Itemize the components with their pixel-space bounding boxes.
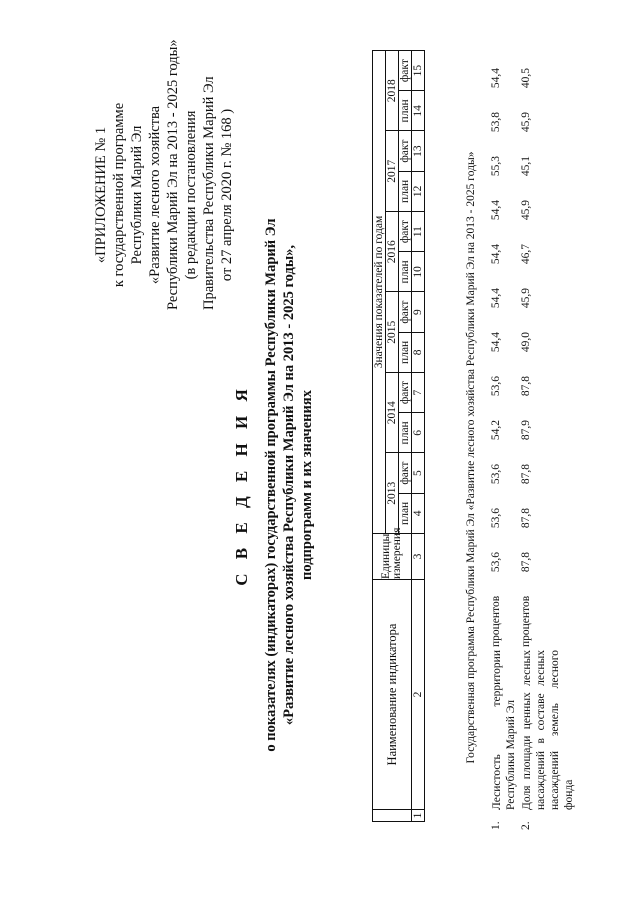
col-number: 14 [412,91,425,131]
title-line: подпрограмм и их значениях [299,390,315,580]
appendix-line: от 27 апреля 2020 г. № 168 ) [219,108,235,282]
col-number: 5 [412,453,425,493]
title-line: о показателях (индикаторах) государственной программы Республики Марий Эл [263,218,279,752]
col-number: 9 [412,292,425,332]
col-number: 15 [412,51,425,91]
plan-header: план [399,413,412,453]
col-name-header: Наименование индикатора [373,580,412,810]
fact-header: факт [399,292,412,332]
value-cell: 45,9 [520,111,532,133]
plan-header: план [399,493,412,533]
appendix-line: «ПРИЛОЖЕНИЕ № 1 [93,126,109,264]
plan-header: план [399,332,412,372]
fact-header: факт [399,51,412,91]
plan-header: план [399,252,412,292]
indicator-name: Доля площади ценных лесных насаждений в составе лесных насаждений земель лесного фонда [521,650,575,810]
col-number: 4 [412,493,425,533]
col-values-header: Значения показателей по годам [373,51,386,534]
fact-header: факт [399,373,412,413]
value-cell: 87,9 [520,419,532,441]
value-cell: 46,7 [520,243,532,265]
value-cell: 53,6 [490,551,502,573]
row-number: 1. [490,821,502,830]
row-number: 2. [520,821,532,830]
fact-header: факт [399,212,412,252]
col-number: 10 [412,252,425,292]
document-title [232,175,316,795]
value-cell: 53,8 [490,111,502,133]
value-cell: 49,0 [520,331,532,353]
plan-header: план [399,91,412,131]
value-cell: 45,9 [520,199,532,221]
plan-header: план [399,171,412,211]
value-cell: 53,6 [490,507,502,529]
indicators-table-header [372,50,425,822]
appendix-header [92,39,236,310]
col-number: 8 [412,332,425,372]
value-cell: 40,5 [520,67,532,89]
indicator-unit: процентов [520,595,532,647]
year-header: 2014 [386,373,399,454]
value-cell: 55,3 [490,155,502,177]
col-number: 11 [412,212,425,252]
appendix-line: «Развитие лесного хозяйства [147,105,163,285]
year-header: 2016 [386,212,399,293]
appendix-line: Республики Марий Эл [129,125,145,265]
program-title-row: Государственная программа Республики Марий Эл «Развитие лесного хозяйства Республики Марий Эл на 2013 - 2025 годы» [465,151,477,764]
indicator-name: Лесистость территории Республики Марий Эл [491,650,517,810]
value-cell: 87,8 [520,463,532,485]
value-cell: 54,4 [490,67,502,89]
appendix-line: к государственной программе [111,102,127,288]
year-header: 2013 [386,453,399,534]
col-number: 7 [412,373,425,413]
col-number: 1 [412,810,425,822]
title-line: «Развитие лесного хозяйства Республики Марий Эл на 2013 - 2025 годы», [281,244,297,726]
value-cell: 54,4 [490,199,502,221]
value-cell: 45,9 [520,287,532,309]
value-cell: 54,4 [490,243,502,265]
fact-header: факт [399,453,412,493]
col-number: 2 [412,580,425,810]
value-cell: 53,6 [490,375,502,397]
year-header: 2018 [386,51,399,132]
value-cell: 53,6 [490,463,502,485]
col-number: 3 [412,534,425,580]
value-cell: 54,4 [490,331,502,353]
col-num-header [373,810,412,822]
col-number: 13 [412,131,425,171]
appendix-line: Правительства Республики Марий Эл [201,76,217,310]
value-cell: 87,8 [520,551,532,573]
title-main: С В Е Д Е Н И Я [232,384,251,586]
value-cell: 45,1 [520,155,532,177]
fact-header: факт [399,131,412,171]
col-unit-header: Единицы измерения [373,534,412,580]
indicator-unit: процентов [490,595,502,647]
appendix-line: (в редакции постановления [183,110,199,280]
appendix-line: Республики Марий Эл на 2013 - 2025 годы» [165,39,181,310]
year-header: 2015 [386,292,399,373]
value-cell: 54,2 [490,419,502,441]
value-cell: 54,4 [490,287,502,309]
value-cell: 87,8 [520,375,532,397]
value-cell: 87,8 [520,507,532,529]
col-number: 6 [412,413,425,453]
col-number: 12 [412,171,425,211]
year-header: 2017 [386,131,399,212]
